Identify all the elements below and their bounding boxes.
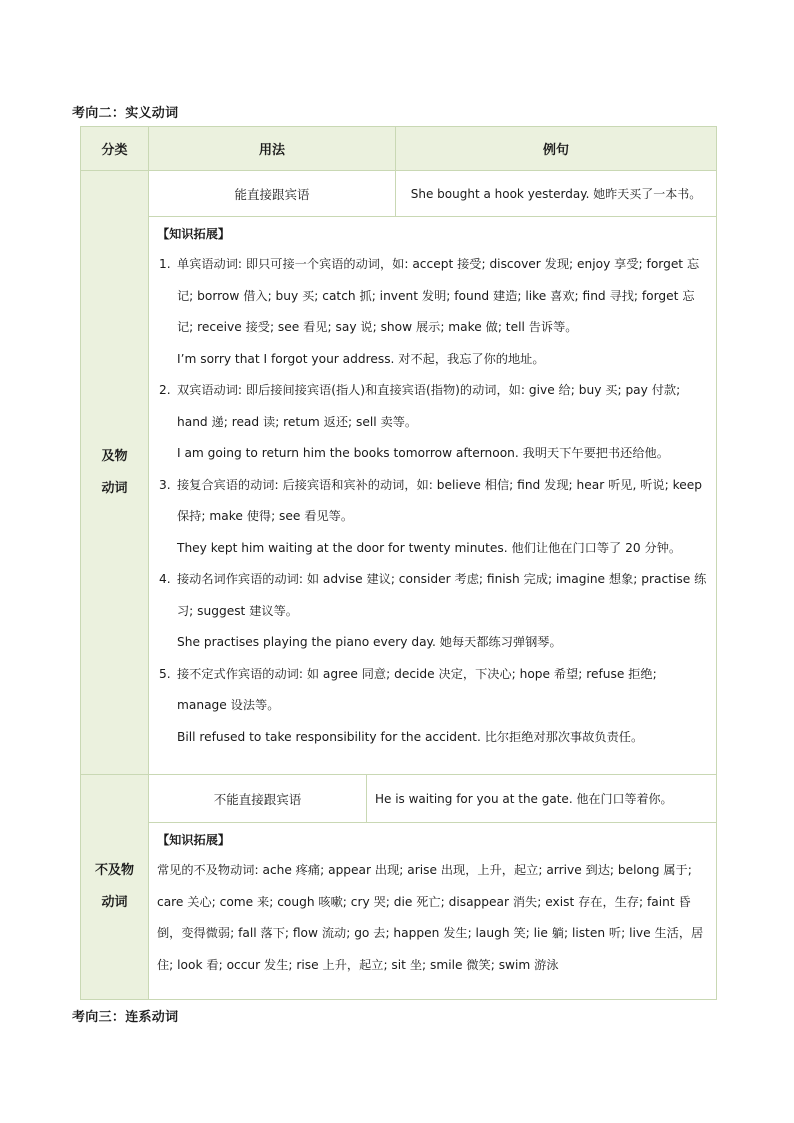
list-item: [157, 375, 708, 438]
item-text: 接复合宾语的动词: 后接宾语和宾补的动词，如: believe 相信; find 发现; hear 听见, 听说; keep 保持; make 使得; see 看见等。: [177, 477, 702, 523]
example-sentence: I’m sorry that I forgot your address. 对不起，我忘了你的地址。: [177, 351, 545, 366]
verb-table: [80, 126, 717, 1000]
item-number: 1.: [159, 257, 171, 271]
extension-transitive: [148, 217, 716, 775]
list-item: [157, 564, 708, 627]
item-text: 双宾语动词: 即后接间接宾语(指人)和直接宾语(指物)的动词，如: give 给; buy 买; pay 付款; hand 递; read 读; retum 返还; sell 卖等。: [177, 383, 681, 429]
usage-intransitive: 不能直接跟宾语: [148, 775, 366, 823]
item-text: 接动名词作宾语的动词: 如 advise 建议; consider 考虑; finish 完成; imagine 想象; practise 练习; suggest 建议等。: [177, 572, 707, 618]
table-header-row: [81, 127, 716, 171]
example-sentence: She practises playing the piano every day. 她每天都练习弹钢琴。: [177, 635, 562, 649]
header-example: 例句: [395, 127, 716, 171]
item-text: 单宾语动词: 即只可接一个宾语的动词，如: accept 接受; discover 发现; enjoy 享受; forget 忘记; borrow 借入; buy 买; catch 抓; invent 发明; found 建造; like 喜欢; find 寻找; forget 忘记; receive 接受; see 看见; say 说; show 展示; make 做; tell 告诉等。: [177, 257, 700, 334]
extension-intransitive: [148, 823, 716, 999]
section-heading-notional-verbs: 考向二：实义动词: [72, 106, 179, 121]
example-sentence: Bill refused to take responsibility for the accident. 比尔拒绝对那次事故负责任。: [177, 729, 644, 744]
extension-title-intransitive: 【知识拓展】: [157, 833, 231, 847]
list-item: [157, 659, 708, 722]
category-intransitive: [81, 775, 148, 999]
item-number: 3.: [159, 477, 171, 492]
example-intransitive: He is waiting for you at the gate. 他在门口等着你。: [366, 775, 716, 823]
header-category: 分类: [81, 127, 148, 171]
item-number: 2.: [159, 383, 171, 397]
section-heading-linking-verbs: 考向三：连系动词: [72, 1010, 179, 1025]
category-transitive: [81, 171, 148, 775]
list-item: [157, 470, 708, 533]
item-number: 4.: [159, 572, 171, 586]
category-intransitive-label: 不及物 动词: [94, 863, 134, 910]
extension-title-transitive: 【知识拓展】: [157, 227, 231, 241]
example-sentence: They kept him waiting at the door for twenty minutes. 他们让他在门口等了 20 分钟。: [177, 540, 682, 555]
item-text: 接不定式作宾语的动词: 如 agree 同意; decide 决定，下决心; hope 希望; refuse 拒绝; manage 设法等。: [177, 666, 657, 712]
header-usage: 用法: [148, 127, 395, 171]
intransitive-verb-list: 常见的不及物动词: ache 疼痛; appear 出现; arise 出现，上升，起立; arrive 到达; belong 属于; care 关心; come 来; cough 咳嗽; cry 哭; die 死亡; disappear 消失; exist 存在，生存; faint 昏倒，变得微弱; fall 落下; flow 流动; go 去; happen 发生; laugh 笑; lie 躺; listen 听; live 生活，居住; look 看; occur 发生; rise 上升，起立; sit 坐; smile 微笑; swim 游泳: [157, 863, 704, 972]
category-transitive-label: 及物 动词: [101, 448, 128, 496]
list-item: [157, 249, 708, 344]
example-sentence: I am going to return him the books tomorrow afternoon. 我明天下午要把书还给他。: [177, 446, 669, 460]
item-number: 5.: [159, 666, 171, 681]
example-transitive: She bought a hook yesterday. 她昨天买了一本书。: [395, 171, 716, 217]
usage-transitive: 能直接跟宾语: [148, 171, 395, 217]
